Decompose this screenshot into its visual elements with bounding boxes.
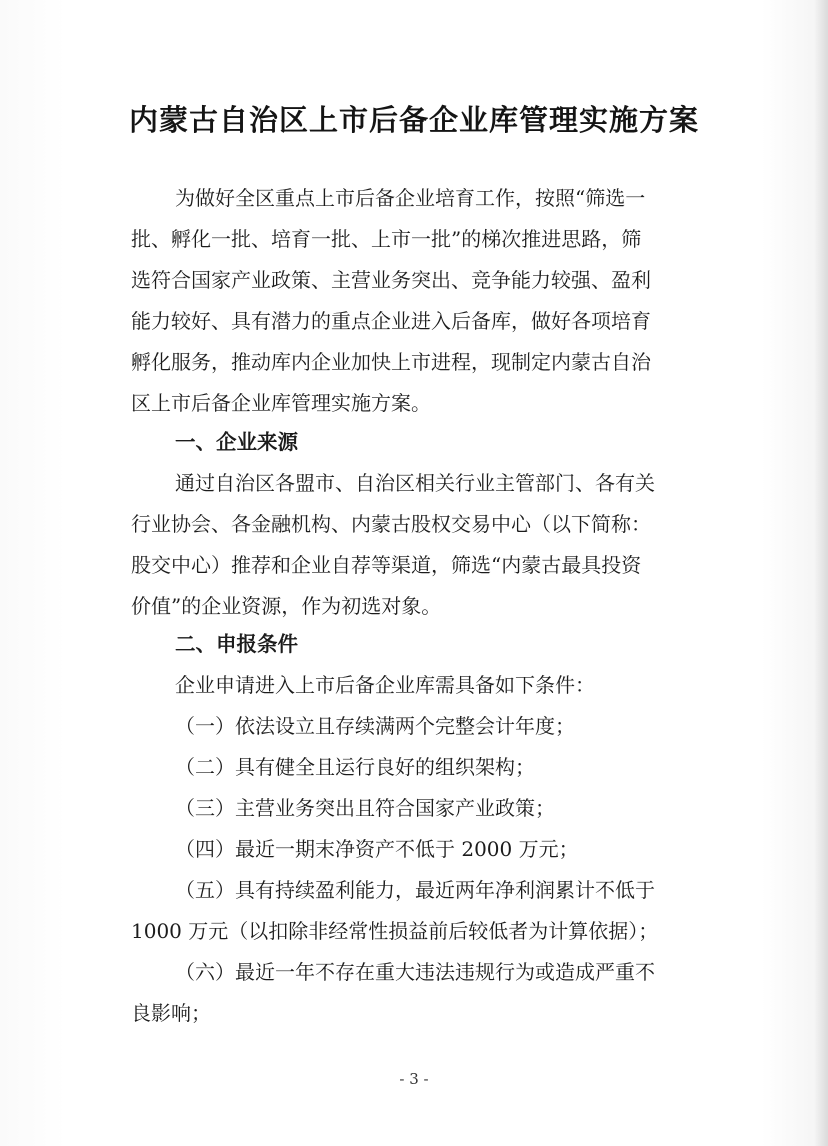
paragraph-line: 通过自治区各盟市、自治区相关行业主管部门、各有关 bbox=[175, 471, 655, 495]
paragraph-line: 良影响； bbox=[131, 1001, 211, 1025]
paragraph-line: 区上市后备企业库管理实施方案。 bbox=[131, 391, 431, 415]
section-heading-sources: 一、企业来源 bbox=[175, 430, 298, 454]
section-heading-conditions: 二、申报条件 bbox=[175, 632, 298, 656]
condition-item: （五）具有持续盈利能力，最近两年净利润累计不低于 bbox=[175, 878, 655, 902]
condition-item: （一）依法设立且存续满两个完整会计年度； bbox=[175, 714, 575, 738]
page-edge-shadow bbox=[814, 0, 828, 1146]
paragraph-line: 选符合国家产业政策、主营业务突出、竞争能力较强、盈利 bbox=[131, 268, 651, 292]
condition-item: （六）最近一年不存在重大违法违规行为或造成严重不 bbox=[175, 960, 655, 984]
page-number: - 3 - bbox=[399, 1070, 429, 1088]
condition-item: （三）主营业务突出且符合国家产业政策； bbox=[175, 796, 555, 820]
paragraph-line: 为做好全区重点上市后备企业培育工作，按照“筛选一 bbox=[175, 186, 646, 210]
condition-item: （二）具有健全且运行良好的组织架构； bbox=[175, 755, 535, 779]
paragraph-line: 孵化服务，推动库内企业加快上市进程，现制定内蒙古自治 bbox=[131, 350, 651, 374]
paragraph-line: 企业申请进入上市后备企业库需具备如下条件： bbox=[175, 673, 595, 697]
paragraph-line: 股交中心）推荐和企业自荐等渠道，筛选“内蒙古最具投资 bbox=[131, 553, 642, 577]
paragraph-line: 1000 万元（以扣除非经常性损益前后较低者为计算依据）； bbox=[131, 919, 659, 943]
paragraph-line: 能力较好、具有潜力的重点企业进入后备库，做好各项培育 bbox=[131, 309, 651, 333]
paragraph-line: 价值”的企业资源，作为初选对象。 bbox=[131, 594, 442, 618]
paragraph-line: 批、孵化一批、培育一批、上市一批”的梯次推进思路，筛 bbox=[131, 227, 642, 251]
condition-item: （四）最近一期末净资产不低于 2000 万元； bbox=[175, 837, 579, 861]
paragraph-line: 行业协会、各金融机构、内蒙古股权交易中心（以下简称： bbox=[131, 512, 651, 536]
document-title: 内蒙古自治区上市后备企业库管理实施方案 bbox=[128, 103, 699, 137]
